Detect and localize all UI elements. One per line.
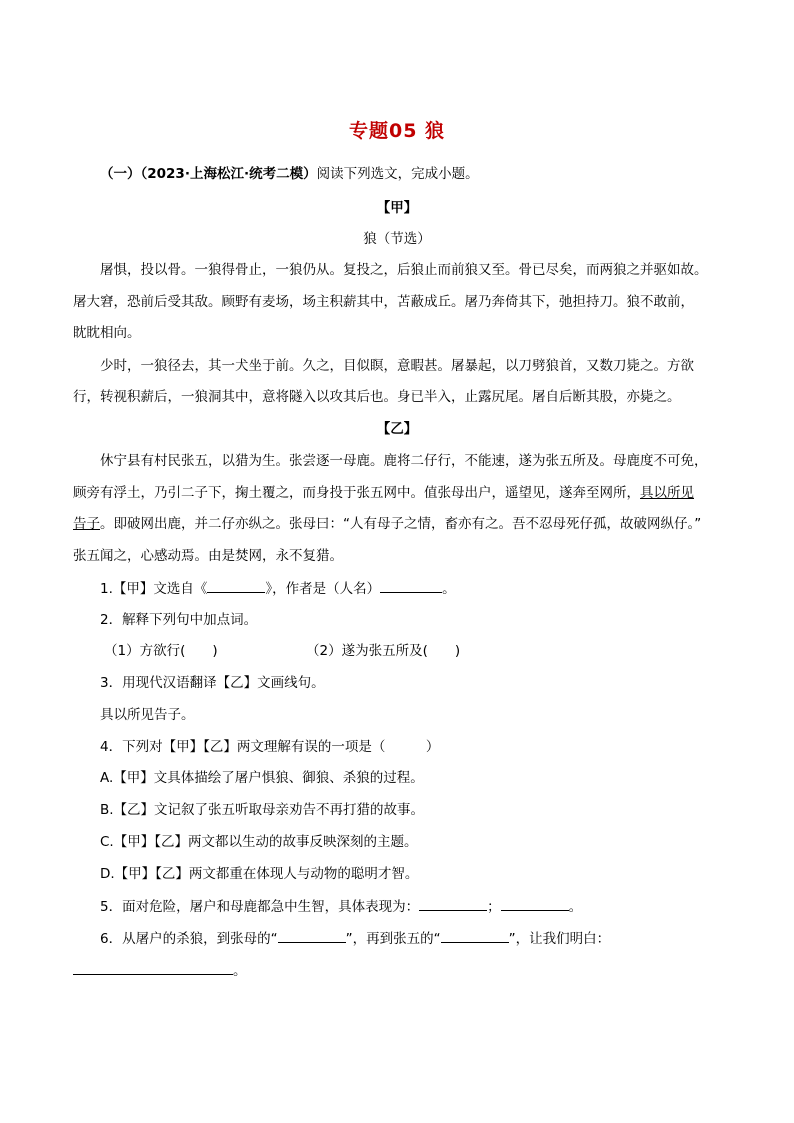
underlined-sentence-part1: 具以所见 xyxy=(640,485,694,501)
q1-blank-author[interactable] xyxy=(380,578,442,593)
option-d[interactable]: D.【甲】【乙】两文都重在体现人与动物的聪明才智。 xyxy=(100,866,419,882)
jia-p1-line-3: 眈眈相向。 xyxy=(73,325,141,341)
question-1 xyxy=(100,578,760,599)
yi-line-1: 休宁县有村民张五，以猎为生。张尝逐一母鹿。鹿将二仔行，不能速，遂为张五所及。母鹿度不可免， xyxy=(100,453,708,469)
q6-blank-1[interactable] xyxy=(278,928,346,943)
q1-text-a: 1.【甲】文选自《 xyxy=(100,581,208,597)
intro-source: （一）（2023·上海松江·统考二模） xyxy=(100,166,317,182)
poem-title: 狼（节选） xyxy=(363,231,431,247)
jia-p1-line-2: 屠大窘，恐前后受其敌。顾野有麦场，场主积薪其中，苫蔽成丘。屠乃奔倚其下，弛担持刀。狼不敢前， xyxy=(73,294,694,310)
q6-text-c: ”，让我们明白： xyxy=(508,931,611,947)
q6-text-a: 6．从屠户的杀狼，到张母的“ xyxy=(100,931,278,947)
question-3-sentence: 具以所见告子。 xyxy=(100,707,195,723)
underlined-sentence-part2: 告子 xyxy=(73,516,100,532)
jia-p1-line-1: 屠惧，投以骨。一狼得骨止，一狼仍从。复投之，后狼止而前狼又至。骨已尽矣，而两狼之并驱如故。 xyxy=(100,262,708,278)
q6-blank-answer[interactable] xyxy=(73,960,233,975)
intro-text: 阅读下列选文，完成小题。 xyxy=(316,166,479,182)
option-a[interactable]: A.【甲】文具体描绘了屠户惧狼、御狼、杀狼的过程。 xyxy=(100,770,424,786)
question-3: 3．用现代汉语翻译【乙】文画线句。 xyxy=(100,675,325,691)
yi-line-2 xyxy=(73,483,733,503)
q5-blank-1[interactable] xyxy=(419,896,487,911)
option-b[interactable]: B.【乙】文记叙了张五听取母亲劝告不再打猎的故事。 xyxy=(100,802,425,818)
q5-text-b: ； xyxy=(487,899,501,915)
jia-p2-line-2: 行，转视积薪后，一狼洞其中，意将隧入以攻其后也。身已半入，止露尻尾。屠自后断其股，亦毙之。 xyxy=(73,389,681,405)
q5-text-a: 5．面对危险，屠户和母鹿都急中生智，具体表现为： xyxy=(100,899,420,915)
yi-line-4: 张五闻之，心感动焉。由是焚网，永不复猎。 xyxy=(73,548,343,564)
question-5 xyxy=(100,896,760,917)
question-2: 2．解释下列句中加点词。 xyxy=(100,612,258,628)
question-6 xyxy=(100,928,760,949)
jia-p2-line-1: 少时，一狼径去，其一犬坐于前。久之，目似瞑，意暇甚。屠暴起，以刀劈狼首，又数刀毙之。方欲 xyxy=(100,358,694,374)
option-c[interactable]: C.【甲】【乙】两文都以生动的故事反映深刻的主题。 xyxy=(100,834,418,850)
question-4: 4．下列对【甲】【乙】两文理解有误的一项是（ ） xyxy=(100,739,440,755)
question-6-answer-line xyxy=(73,960,733,981)
yi-label: 【乙】 xyxy=(376,421,418,437)
q6-text-b: ”，再到张五的“ xyxy=(345,931,441,947)
yi-line-3-text: 。即破网出鹿，并二仔亦纵之。张母曰：“人有母子之情，畜亦有之。吾不忍母死仔孤，故破网纵仔。” xyxy=(100,516,702,532)
page-title: 专题05 狼 xyxy=(348,120,446,142)
q1-blank-book[interactable] xyxy=(207,578,265,593)
q6-blank-2[interactable] xyxy=(441,928,509,943)
q6-text-end: 。 xyxy=(233,963,247,979)
q1-text-c: 。 xyxy=(442,581,456,597)
yi-line-2-text: 顾旁有浮土，乃引二子下，掬土覆之，而身投于张五网中。值张母出户，遥望见，遂奔至网所， xyxy=(73,485,640,501)
q5-text-c: 。 xyxy=(568,899,583,915)
jia-label: 【甲】 xyxy=(376,200,418,216)
intro-line xyxy=(100,164,760,184)
q5-blank-2[interactable] xyxy=(501,896,569,911)
question-2-1: （1）方欲行( ) xyxy=(104,643,218,659)
yi-line-3 xyxy=(73,514,733,534)
q1-text-b: 》，作者是（人名） xyxy=(265,581,381,597)
question-2-2: （2）遂为张五所及( ) xyxy=(306,643,461,659)
